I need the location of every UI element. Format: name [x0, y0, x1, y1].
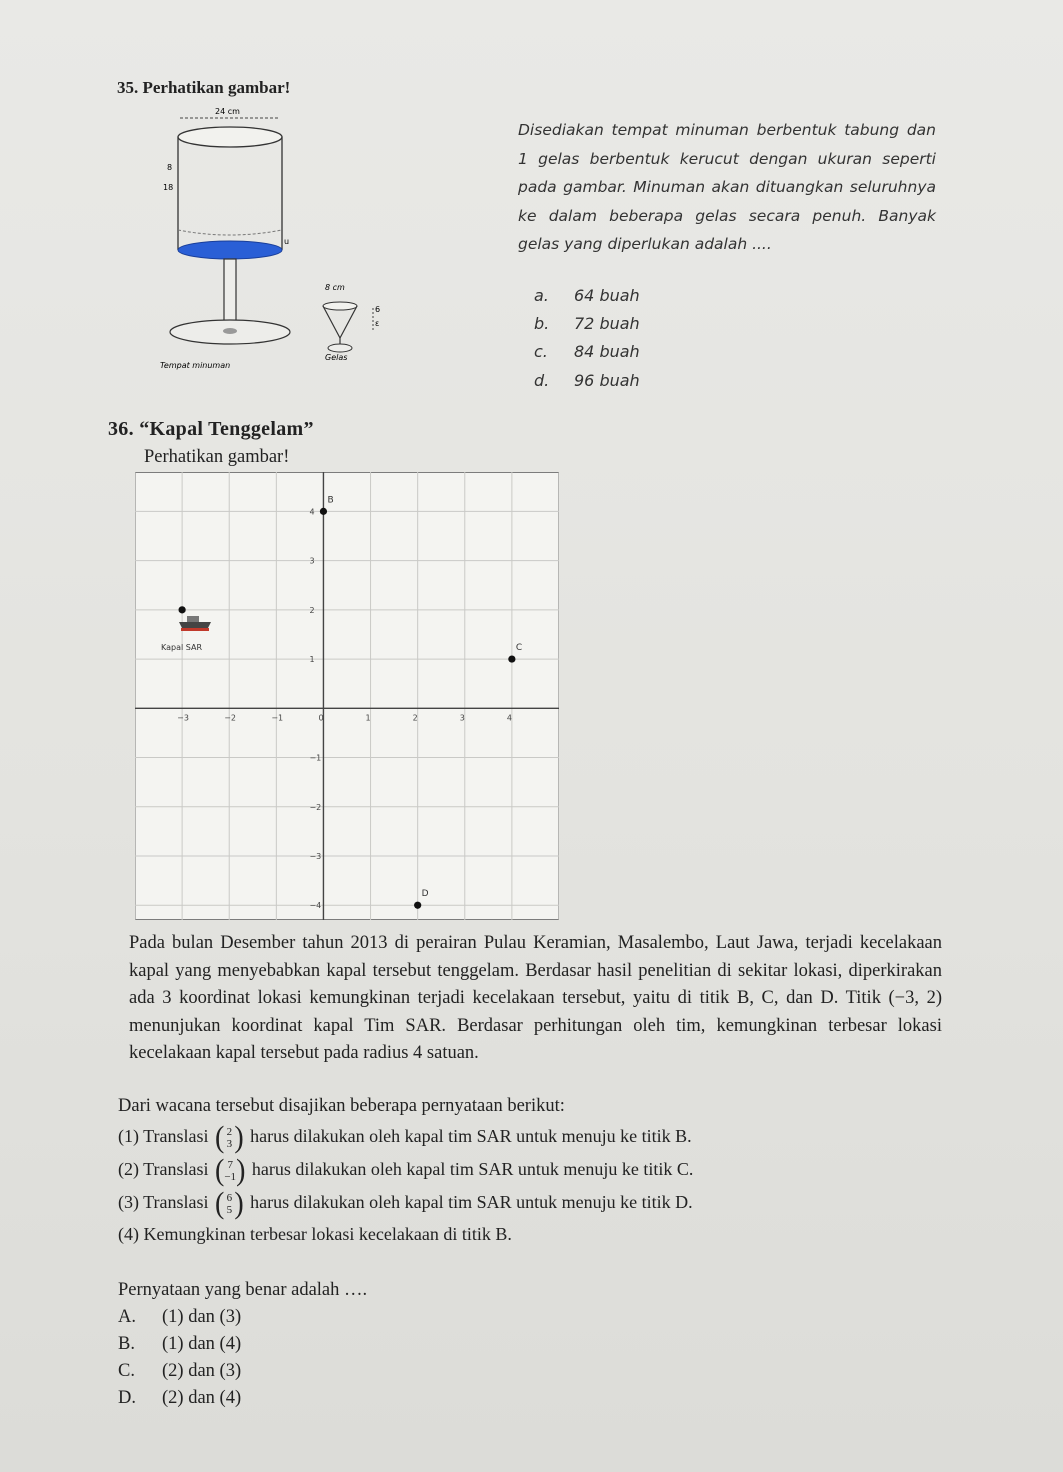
ship-stripe — [181, 628, 209, 631]
option-key: C. — [118, 1361, 135, 1381]
blue-mark-label: u — [284, 237, 290, 246]
option-text: (1) dan (3) — [162, 1307, 242, 1327]
y-tick-label: 1 — [309, 655, 315, 665]
q35-option-b[interactable] — [534, 314, 640, 333]
option-key: a. — [534, 286, 549, 305]
x-tick-label: −2 — [224, 713, 237, 723]
q36-title: 36. “Kapal Tenggelam” — [108, 418, 314, 440]
x-tick-label: −1 — [271, 713, 284, 723]
option-text: 84 buah — [574, 342, 640, 361]
vector-bottom: −1 — [224, 1171, 237, 1183]
statement-2 — [118, 1153, 694, 1188]
statement-text: harus dilakukan oleh kapal tim SAR untuk menuju ke titik B. — [250, 1126, 692, 1147]
stand-base-hole — [223, 328, 237, 334]
option-key: B. — [118, 1334, 135, 1354]
statement-1 — [118, 1120, 692, 1155]
point-b — [320, 508, 327, 515]
side-short-label: 8 — [167, 163, 173, 172]
vector-bottom: 3 — [226, 1138, 233, 1150]
x-tick-label: 3 — [459, 713, 465, 723]
q36-option-c[interactable] — [118, 1361, 241, 1382]
option-key: D. — [118, 1388, 136, 1408]
statement-number: (2) Translasi — [118, 1159, 209, 1180]
statement-text: harus dilakukan oleh kapal tim SAR untuk menuju ke titik D. — [250, 1192, 693, 1213]
option-text: (2) dan (4) — [162, 1388, 242, 1408]
cone-dimension-label: 8 cm — [325, 283, 345, 292]
q35-option-d[interactable] — [534, 371, 640, 390]
cone-top — [323, 302, 357, 310]
option-text: 64 buah — [574, 286, 640, 305]
y-tick-label: 3 — [309, 556, 315, 566]
option-text: 96 buah — [574, 371, 640, 390]
cone-side-label: ε — [375, 319, 380, 328]
x-tick-label: 2 — [412, 713, 418, 723]
point-label: D — [421, 889, 429, 900]
top-dimension-label: 24 cm — [215, 107, 240, 116]
point-label: B — [327, 495, 334, 506]
option-text: (2) dan (3) — [162, 1361, 242, 1381]
y-tick-label: −2 — [309, 802, 322, 812]
q35-option-a[interactable] — [534, 286, 640, 305]
ship-label: Kapal SAR — [161, 643, 203, 652]
translation-vector: ( 2 3 ) — [215, 1120, 244, 1155]
q36-subtitle: Perhatikan gambar! — [144, 447, 290, 467]
vector-top: 6 — [226, 1192, 233, 1204]
statement-4: (4) Kemungkinan terbesar lokasi kecelakaan di titik B. — [118, 1224, 512, 1244]
option-key: b. — [534, 314, 550, 333]
container-label: Tempat minuman — [160, 361, 231, 370]
coordinate-chart — [135, 472, 559, 920]
vector-top: 7 — [227, 1159, 233, 1171]
y-tick-label: −4 — [309, 901, 322, 911]
translation-vector: ( 6 5 ) — [215, 1186, 244, 1221]
x-tick-label: −3 — [177, 713, 189, 723]
vector-top: 2 — [226, 1126, 233, 1138]
option-text: (1) dan (4) — [162, 1334, 242, 1354]
point-d — [414, 902, 421, 909]
q35-option-c[interactable] — [534, 342, 640, 361]
side-dimension-label: 18 — [163, 183, 174, 192]
option-key: d. — [534, 371, 550, 390]
q36-question: Pernyataan yang benar adalah …. — [118, 1280, 368, 1300]
option-key: c. — [534, 342, 548, 361]
glass-label: Gelas — [325, 353, 348, 362]
q35-paragraph: Disediakan tempat minuman berbentuk tabung dan 1 gelas berbentuk kerucut dengan ukuran seperti pada gambar. Minuman akan dituangkan seluruhnya ke dalam beberapa gelas secara penuh. Banyak gelas yang diperlukan adalah .... — [518, 121, 936, 253]
q36-option-b[interactable] — [118, 1334, 241, 1355]
x-tick-label: 1 — [365, 713, 371, 723]
y-tick-label: 2 — [309, 605, 315, 615]
x-tick-label: 0 — [318, 713, 324, 723]
y-tick-label: 4 — [309, 507, 315, 517]
cone-base — [328, 344, 352, 352]
x-tick-label: 4 — [506, 713, 512, 723]
chart-frame — [135, 472, 559, 920]
cone-left — [323, 306, 340, 338]
point-label: C — [515, 643, 523, 654]
y-tick-label: −3 — [309, 852, 322, 861]
statement-number: (1) Translasi — [118, 1126, 209, 1147]
q36-option-d[interactable] — [118, 1388, 241, 1409]
option-text: 72 buah — [574, 314, 640, 333]
y-tick-label: −1 — [309, 753, 322, 763]
q36-intro: Dari wacana tersebut disajikan beberapa pernyataan berikut: — [118, 1096, 565, 1116]
stand-pole — [224, 259, 236, 327]
translation-vector: ( 7 −1 ) — [215, 1153, 246, 1188]
cylinder-inner-line — [178, 230, 282, 235]
q35-figure — [145, 100, 415, 385]
ship-cabin — [187, 616, 199, 622]
q35-title: 35. Perhatikan gambar! — [117, 78, 291, 97]
cone-right — [340, 306, 357, 338]
point-c — [508, 655, 515, 662]
cylinder-blue-base — [178, 241, 282, 259]
cone-height-label: 6 — [375, 305, 381, 314]
statement-text: harus dilakukan oleh kapal tim SAR untuk menuju ke titik C. — [251, 1159, 694, 1180]
q36-paragraph: Pada bulan Desember tahun 2013 di perairan Pulau Keramian, Masalembo, Laut Jawa, terjadi kecelakaan kapal yang menyebabkan kapal tersebut tenggelam. Berdasar hasil penelitian di sekitar lokasi, diperkirakan ada 3 koordinat lokasi kemungkinan terjadi kecelakaan tersebut, yaitu di titik B, C, dan D. Titik (−3, 2) menunjukan koordinat kapal Tim SAR. Berdasar perhitungan oleh tim, kemungkinan terbesar lokasi kecelakaan kapal tersebut pada radius 4 satuan. — [129, 933, 942, 1063]
option-key: A. — [118, 1307, 136, 1327]
statement-number: (3) Translasi — [118, 1192, 209, 1213]
point-sar — [179, 606, 186, 613]
cylinder-top — [178, 127, 282, 147]
vector-bottom: 5 — [226, 1204, 233, 1216]
q36-option-a[interactable] — [118, 1307, 241, 1328]
statement-3 — [118, 1186, 693, 1221]
